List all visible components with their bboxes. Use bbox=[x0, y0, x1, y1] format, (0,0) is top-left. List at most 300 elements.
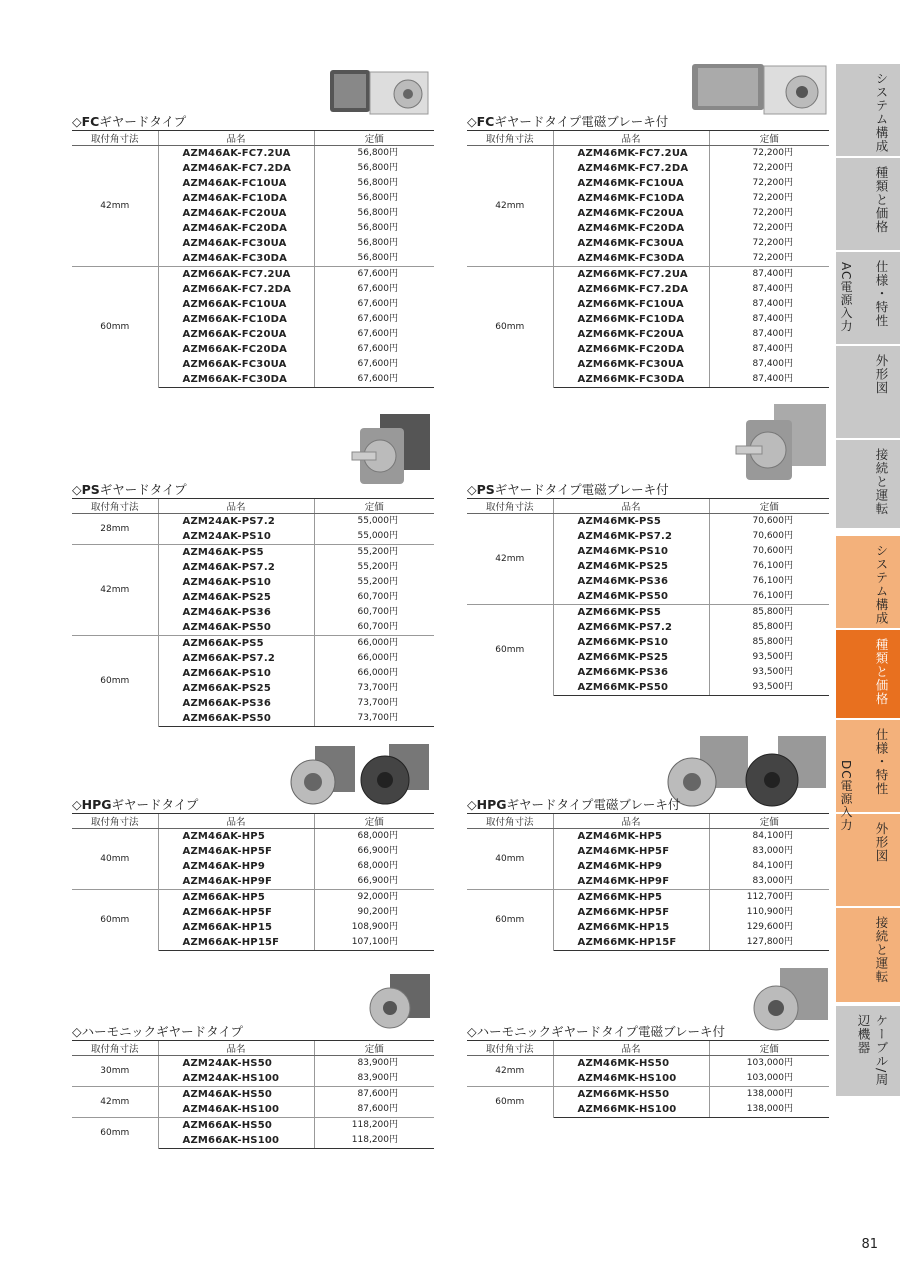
price-section bbox=[467, 1024, 829, 1118]
list-price: 112,700円 bbox=[709, 890, 829, 906]
model-name: AZM66AK-FC7.2UA bbox=[158, 267, 314, 283]
list-price: 68,000円 bbox=[357, 831, 398, 841]
header-price: 定価 bbox=[314, 131, 434, 146]
list-price: 129,600円 bbox=[746, 922, 793, 932]
model-name: AZM66AK-FC20DA bbox=[158, 342, 314, 357]
model-name: AZM46AK-FC20DA bbox=[158, 221, 314, 236]
table-row bbox=[72, 267, 434, 283]
table-row bbox=[467, 1087, 829, 1103]
sidebar-tab[interactable] bbox=[836, 440, 900, 528]
model-name: AZM66AK-PS7.2 bbox=[158, 651, 314, 666]
list-price: 93,500円 bbox=[752, 652, 793, 662]
sidebar-tab[interactable] bbox=[836, 158, 900, 250]
sidebar-tab-label: システム構成 bbox=[874, 72, 889, 153]
list-price: 108,900円 bbox=[351, 922, 398, 932]
series-type: ギヤードタイプ電磁ブレーキ付 bbox=[506, 797, 681, 812]
price-section bbox=[467, 797, 829, 951]
sidebar-tab-label: 種類と価格 bbox=[874, 166, 889, 234]
header-mount: 取付角寸法 bbox=[467, 499, 553, 514]
series-code: HPG bbox=[81, 797, 112, 812]
sidebar-tab-label: 仕様・特性 bbox=[874, 260, 889, 328]
model-name: AZM66AK-FC30UA bbox=[158, 357, 314, 372]
model-name: AZM66MK-PS25 bbox=[553, 650, 709, 665]
table-row bbox=[72, 146, 434, 162]
model-name: AZM46MK-HP9 bbox=[553, 859, 709, 874]
model-name: AZM46MK-FC30UA bbox=[553, 236, 709, 251]
page-number: 81 bbox=[861, 1237, 878, 1252]
model-name: AZM46AK-PS50 bbox=[158, 620, 314, 636]
model-name: AZM66AK-PS10 bbox=[158, 666, 314, 681]
model-name: AZM46MK-FC20UA bbox=[553, 206, 709, 221]
header-price: 定価 bbox=[709, 131, 829, 146]
header-price: 定価 bbox=[314, 499, 434, 514]
mount-size: 42mm bbox=[467, 514, 553, 605]
model-name: AZM46AK-PS5 bbox=[158, 545, 314, 561]
model-name: AZM66MK-HP15 bbox=[553, 920, 709, 935]
list-price: 85,800円 bbox=[752, 622, 793, 632]
list-price: 72,200円 bbox=[752, 208, 793, 218]
harmonic-gearmotor-image bbox=[366, 970, 434, 1032]
header-model: 品名 bbox=[553, 814, 709, 829]
list-price: 93,500円 bbox=[709, 680, 829, 696]
model-name: AZM66MK-HS100 bbox=[553, 1102, 709, 1118]
list-price: 67,600円 bbox=[357, 314, 398, 324]
sidebar-tab[interactable] bbox=[836, 1006, 900, 1096]
series-type: ギヤードタイプ bbox=[111, 797, 199, 812]
header-model: 品名 bbox=[553, 1041, 709, 1056]
sidebar-tab-label: 接続と運転 bbox=[874, 448, 889, 516]
sidebar-tab-label: 接続と運転 bbox=[874, 916, 889, 984]
table-row bbox=[467, 890, 829, 906]
model-name: AZM46AK-HP9F bbox=[158, 874, 314, 890]
list-price: 72,200円 bbox=[752, 148, 793, 158]
price-table bbox=[72, 813, 434, 951]
mount-size: 40mm bbox=[72, 829, 158, 890]
mount-size: 60mm bbox=[72, 636, 158, 727]
list-price: 67,600円 bbox=[314, 267, 434, 283]
section-title bbox=[72, 797, 434, 813]
ps-gearmotor-image bbox=[350, 410, 434, 490]
model-name: AZM46MK-HS100 bbox=[553, 1071, 709, 1087]
list-price: 103,000円 bbox=[746, 1073, 793, 1083]
mount-size: 30mm bbox=[72, 1056, 158, 1087]
model-name: AZM66MK-FC7.2UA bbox=[553, 267, 709, 283]
sidebar-tab[interactable] bbox=[836, 346, 900, 438]
list-price: 56,800円 bbox=[357, 208, 398, 218]
model-name: AZM66MK-HP15F bbox=[553, 935, 709, 951]
list-price: 76,100円 bbox=[752, 591, 793, 601]
model-name: AZM66AK-FC30DA bbox=[158, 372, 314, 388]
series-code: FC bbox=[81, 114, 100, 129]
dc-power-label: DC電源入力 bbox=[839, 760, 853, 832]
list-price: 60,700円 bbox=[357, 622, 398, 632]
model-name: AZM66AK-FC7.2DA bbox=[158, 282, 314, 297]
list-price: 73,700円 bbox=[357, 683, 398, 693]
list-price: 67,600円 bbox=[357, 329, 398, 339]
price-table bbox=[467, 130, 829, 388]
price-table bbox=[72, 130, 434, 388]
list-price: 70,600円 bbox=[752, 516, 793, 526]
model-name: AZM46MK-FC7.2UA bbox=[553, 146, 709, 162]
list-price: 72,200円 bbox=[752, 223, 793, 233]
list-price: 66,000円 bbox=[357, 653, 398, 663]
price-section bbox=[72, 482, 434, 727]
list-price: 67,600円 bbox=[357, 344, 398, 354]
model-name: AZM66MK-PS50 bbox=[553, 680, 709, 696]
mount-size: 60mm bbox=[467, 605, 553, 696]
header-mount: 取付角寸法 bbox=[467, 131, 553, 146]
list-price: 56,800円 bbox=[357, 253, 398, 263]
model-name: AZM66AK-HP15F bbox=[158, 935, 314, 951]
series-code: HPG bbox=[476, 797, 507, 812]
model-name: AZM66MK-PS10 bbox=[553, 635, 709, 650]
table-row bbox=[467, 1056, 829, 1072]
sidebar-tab-label: 仕様・特性 bbox=[874, 728, 889, 796]
model-name: AZM66AK-FC20UA bbox=[158, 327, 314, 342]
mount-size: 60mm bbox=[72, 890, 158, 951]
mount-size: 42mm bbox=[72, 545, 158, 636]
list-price: 84,100円 bbox=[752, 831, 793, 841]
model-name: AZM46MK-PS25 bbox=[553, 559, 709, 574]
table-row bbox=[72, 1056, 434, 1072]
list-price: 72,200円 bbox=[752, 163, 793, 173]
mount-size: 42mm bbox=[467, 1056, 553, 1087]
section-title bbox=[467, 114, 829, 130]
list-price: 93,500円 bbox=[752, 667, 793, 677]
model-name: AZM66MK-PS7.2 bbox=[553, 620, 709, 635]
sidebar-tab[interactable] bbox=[836, 908, 900, 1002]
model-name: AZM46AK-FC10UA bbox=[158, 176, 314, 191]
model-name: AZM66MK-FC10UA bbox=[553, 297, 709, 312]
model-name: AZM46AK-FC20UA bbox=[158, 206, 314, 221]
list-price: 138,000円 bbox=[709, 1102, 829, 1118]
list-price: 87,400円 bbox=[752, 359, 793, 369]
list-price: 87,400円 bbox=[752, 314, 793, 324]
price-section bbox=[72, 797, 434, 951]
mount-size: 40mm bbox=[467, 829, 553, 890]
price-table bbox=[72, 1040, 434, 1149]
price-table bbox=[467, 813, 829, 951]
model-name: AZM46MK-PS7.2 bbox=[553, 529, 709, 544]
series-code: FC bbox=[476, 114, 495, 129]
section-title bbox=[467, 482, 829, 498]
model-name: AZM46MK-PS5 bbox=[553, 514, 709, 530]
list-price: 103,000円 bbox=[746, 1058, 793, 1068]
model-name: AZM66MK-FC20UA bbox=[553, 327, 709, 342]
list-price: 55,200円 bbox=[357, 562, 398, 572]
model-name: AZM66AK-HS100 bbox=[158, 1133, 314, 1149]
list-price: 83,900円 bbox=[357, 1073, 398, 1083]
table-row bbox=[467, 829, 829, 845]
header-mount: 取付角寸法 bbox=[467, 814, 553, 829]
model-name: AZM46AK-HP9 bbox=[158, 859, 314, 874]
sidebar-tab[interactable] bbox=[836, 630, 900, 718]
header-mount: 取付角寸法 bbox=[72, 1041, 158, 1056]
header-model: 品名 bbox=[553, 131, 709, 146]
mount-size: 28mm bbox=[72, 514, 158, 545]
mount-size: 42mm bbox=[72, 1087, 158, 1118]
header-price: 定価 bbox=[314, 814, 434, 829]
section-title bbox=[72, 1024, 434, 1040]
list-price: 87,400円 bbox=[709, 267, 829, 283]
model-name: AZM66MK-PS5 bbox=[553, 605, 709, 621]
model-name: AZM46AK-FC30UA bbox=[158, 236, 314, 251]
model-name: AZM46MK-PS10 bbox=[553, 544, 709, 559]
list-price: 138,000円 bbox=[709, 1087, 829, 1103]
price-table bbox=[467, 498, 829, 696]
list-price: 72,200円 bbox=[752, 193, 793, 203]
list-price: 92,000円 bbox=[314, 890, 434, 906]
list-price: 67,600円 bbox=[314, 372, 434, 388]
diamond-bullet: ◇ bbox=[467, 797, 477, 812]
header-price: 定価 bbox=[709, 814, 829, 829]
model-name: AZM46AK-PS7.2 bbox=[158, 560, 314, 575]
price-section bbox=[72, 1024, 434, 1149]
header-mount: 取付角寸法 bbox=[72, 131, 158, 146]
table-row bbox=[467, 146, 829, 162]
model-name: AZM66AK-FC10UA bbox=[158, 297, 314, 312]
price-table bbox=[467, 1040, 829, 1118]
list-price: 87,400円 bbox=[752, 299, 793, 309]
list-price: 56,800円 bbox=[357, 148, 398, 158]
model-name: AZM66MK-HP5F bbox=[553, 905, 709, 920]
model-name: AZM66MK-HS50 bbox=[553, 1087, 709, 1103]
list-price: 90,200円 bbox=[357, 907, 398, 917]
header-mount: 取付角寸法 bbox=[72, 814, 158, 829]
model-name: AZM46MK-FC10DA bbox=[553, 191, 709, 206]
model-name: AZM46AK-HP5F bbox=[158, 844, 314, 859]
mount-size: 60mm bbox=[467, 890, 553, 951]
diamond-bullet: ◇ bbox=[467, 1024, 477, 1039]
list-price: 55,200円 bbox=[357, 577, 398, 587]
section-title bbox=[72, 482, 434, 498]
list-price: 66,000円 bbox=[357, 668, 398, 678]
header-price: 定価 bbox=[709, 1041, 829, 1056]
table-row bbox=[467, 514, 829, 530]
list-price: 87,400円 bbox=[752, 284, 793, 294]
mount-size: 60mm bbox=[467, 1087, 553, 1118]
model-name: AZM46AK-HP5 bbox=[158, 829, 314, 845]
table-row bbox=[72, 636, 434, 652]
list-price: 72,200円 bbox=[752, 178, 793, 188]
price-section bbox=[467, 114, 829, 388]
table-row bbox=[72, 890, 434, 906]
mount-size: 60mm bbox=[467, 267, 553, 388]
series-code: PS bbox=[476, 482, 495, 497]
list-price: 60,700円 bbox=[357, 607, 398, 617]
model-name: AZM66AK-PS50 bbox=[158, 711, 314, 727]
model-name: AZM46MK-FC7.2DA bbox=[553, 161, 709, 176]
model-name: AZM66MK-PS36 bbox=[553, 665, 709, 680]
model-name: AZM66AK-HP5 bbox=[158, 890, 314, 906]
model-name: AZM66AK-HP5F bbox=[158, 905, 314, 920]
sidebar-tab-label: ケーブル/周辺機器 bbox=[856, 1014, 889, 1087]
model-name: AZM46AK-FC30DA bbox=[158, 251, 314, 267]
table-row bbox=[72, 1118, 434, 1134]
list-price: 110,900円 bbox=[746, 907, 793, 917]
list-price: 70,600円 bbox=[752, 546, 793, 556]
list-price: 68,000円 bbox=[357, 861, 398, 871]
model-name: AZM66MK-HP5 bbox=[553, 890, 709, 906]
model-name: AZM46AK-HS100 bbox=[158, 1102, 314, 1118]
fc-brake-gearmotor-image bbox=[690, 60, 830, 120]
list-price: 85,800円 bbox=[709, 605, 829, 621]
list-price: 85,800円 bbox=[752, 637, 793, 647]
model-name: AZM24AK-HS100 bbox=[158, 1071, 314, 1087]
model-name: AZM24AK-HS50 bbox=[158, 1056, 314, 1072]
model-name: AZM46MK-PS50 bbox=[553, 589, 709, 605]
price-table bbox=[72, 498, 434, 727]
list-price: 66,900円 bbox=[357, 846, 398, 856]
header-model: 品名 bbox=[158, 1041, 314, 1056]
list-price: 87,600円 bbox=[314, 1087, 434, 1103]
model-name: AZM46AK-FC7.2DA bbox=[158, 161, 314, 176]
list-price: 60,700円 bbox=[357, 592, 398, 602]
model-name: AZM46MK-FC20DA bbox=[553, 221, 709, 236]
header-mount: 取付角寸法 bbox=[467, 1041, 553, 1056]
list-price: 56,800円 bbox=[357, 193, 398, 203]
fc-gearmotor-image bbox=[326, 66, 432, 118]
model-name: AZM66AK-PS5 bbox=[158, 636, 314, 652]
list-price: 72,200円 bbox=[752, 253, 793, 263]
model-name: AZM66MK-FC20DA bbox=[553, 342, 709, 357]
sidebar-tab-label: 外形図 bbox=[874, 822, 889, 863]
list-price: 87,400円 bbox=[752, 329, 793, 339]
list-price: 56,800円 bbox=[357, 178, 398, 188]
list-price: 83,900円 bbox=[357, 1058, 398, 1068]
header-model: 品名 bbox=[158, 131, 314, 146]
mount-size: 60mm bbox=[72, 1118, 158, 1149]
diamond-bullet: ◇ bbox=[72, 797, 82, 812]
sidebar-tab-label: 種類と価格 bbox=[874, 638, 889, 706]
model-name: AZM66AK-PS36 bbox=[158, 696, 314, 711]
price-section bbox=[72, 114, 434, 388]
list-price: 118,200円 bbox=[314, 1133, 434, 1149]
sidebar-tab-label: 外形図 bbox=[874, 354, 889, 395]
section-title bbox=[467, 1024, 829, 1040]
model-name: AZM24AK-PS7.2 bbox=[158, 514, 314, 530]
list-price: 67,600円 bbox=[357, 284, 398, 294]
diamond-bullet: ◇ bbox=[467, 482, 477, 497]
series-type: ギヤードタイプ電磁ブレーキ付 bbox=[494, 114, 669, 129]
model-name: AZM46AK-FC10DA bbox=[158, 191, 314, 206]
sidebar-tab[interactable] bbox=[836, 536, 900, 628]
list-price: 73,700円 bbox=[357, 698, 398, 708]
model-name: AZM46MK-FC30DA bbox=[553, 251, 709, 267]
model-name: AZM66AK-PS25 bbox=[158, 681, 314, 696]
table-row bbox=[72, 1087, 434, 1103]
series-type: ギヤードタイプ bbox=[99, 114, 187, 129]
series-type: ハーモニックギヤードタイプ bbox=[81, 1024, 244, 1039]
header-price: 定価 bbox=[709, 499, 829, 514]
header-model: 品名 bbox=[158, 814, 314, 829]
list-price: 76,100円 bbox=[752, 561, 793, 571]
list-price: 107,100円 bbox=[314, 935, 434, 951]
list-price: 87,400円 bbox=[709, 372, 829, 388]
list-price: 76,100円 bbox=[752, 576, 793, 586]
mount-size: 42mm bbox=[467, 146, 553, 267]
series-type: ギヤードタイプ電磁ブレーキ付 bbox=[494, 482, 669, 497]
table-row bbox=[467, 267, 829, 283]
model-name: AZM66AK-HP15 bbox=[158, 920, 314, 935]
list-price: 70,600円 bbox=[752, 531, 793, 541]
ps-brake-gearmotor-image bbox=[730, 400, 830, 490]
list-price: 56,800円 bbox=[357, 163, 398, 173]
model-name: AZM66AK-HS50 bbox=[158, 1118, 314, 1134]
mount-size: 42mm bbox=[72, 146, 158, 267]
model-name: AZM46MK-HP9F bbox=[553, 874, 709, 890]
table-row bbox=[72, 545, 434, 561]
model-name: AZM46AK-FC7.2UA bbox=[158, 146, 314, 162]
diamond-bullet: ◇ bbox=[72, 482, 82, 497]
model-name: AZM46AK-HS50 bbox=[158, 1087, 314, 1103]
header-model: 品名 bbox=[158, 499, 314, 514]
model-name: AZM46AK-PS25 bbox=[158, 590, 314, 605]
list-price: 55,000円 bbox=[357, 531, 398, 541]
list-price: 56,800円 bbox=[357, 238, 398, 248]
section-title bbox=[72, 114, 434, 130]
table-row bbox=[467, 605, 829, 621]
table-row bbox=[72, 514, 434, 530]
list-price: 72,200円 bbox=[752, 238, 793, 248]
diamond-bullet: ◇ bbox=[72, 114, 82, 129]
list-price: 67,600円 bbox=[357, 359, 398, 369]
section-title bbox=[467, 797, 829, 813]
model-name: AZM24AK-PS10 bbox=[158, 529, 314, 545]
header-mount: 取付角寸法 bbox=[72, 499, 158, 514]
header-price: 定価 bbox=[314, 1041, 434, 1056]
price-section bbox=[467, 482, 829, 696]
list-price: 84,100円 bbox=[752, 861, 793, 871]
diamond-bullet: ◇ bbox=[467, 114, 477, 129]
model-name: AZM46MK-FC10UA bbox=[553, 176, 709, 191]
series-type: ハーモニックギヤードタイプ電磁ブレーキ付 bbox=[476, 1024, 726, 1039]
model-name: AZM66AK-FC10DA bbox=[158, 312, 314, 327]
diamond-bullet: ◇ bbox=[72, 1024, 82, 1039]
list-price: 127,800円 bbox=[709, 935, 829, 951]
list-price: 87,400円 bbox=[752, 344, 793, 354]
list-price: 118,200円 bbox=[314, 1118, 434, 1134]
list-price: 73,700円 bbox=[314, 711, 434, 727]
model-name: AZM66MK-FC10DA bbox=[553, 312, 709, 327]
list-price: 67,600円 bbox=[357, 299, 398, 309]
model-name: AZM46AK-PS10 bbox=[158, 575, 314, 590]
list-price: 87,600円 bbox=[357, 1104, 398, 1114]
list-price: 55,000円 bbox=[357, 516, 398, 526]
list-price: 66,900円 bbox=[357, 876, 398, 886]
list-price: 83,000円 bbox=[752, 846, 793, 856]
list-price: 66,000円 bbox=[314, 636, 434, 652]
model-name: AZM46MK-HP5 bbox=[553, 829, 709, 845]
model-name: AZM66MK-FC30DA bbox=[553, 372, 709, 388]
model-name: AZM46AK-PS36 bbox=[158, 605, 314, 620]
header-model: 品名 bbox=[553, 499, 709, 514]
series-type: ギヤードタイプ bbox=[99, 482, 187, 497]
list-price: 56,800円 bbox=[357, 223, 398, 233]
model-name: AZM46MK-PS36 bbox=[553, 574, 709, 589]
sidebar-tab[interactable] bbox=[836, 64, 900, 156]
series-code: PS bbox=[81, 482, 100, 497]
sidebar-tab-label: システム構成 bbox=[874, 544, 889, 625]
mount-size: 60mm bbox=[72, 267, 158, 388]
model-name: AZM66MK-FC30UA bbox=[553, 357, 709, 372]
model-name: AZM46MK-HP5F bbox=[553, 844, 709, 859]
model-name: AZM66MK-FC7.2DA bbox=[553, 282, 709, 297]
list-price: 55,200円 bbox=[314, 545, 434, 561]
model-name: AZM46MK-HS50 bbox=[553, 1056, 709, 1072]
table-row bbox=[72, 829, 434, 845]
ac-power-label: AC電源入力 bbox=[839, 262, 853, 333]
